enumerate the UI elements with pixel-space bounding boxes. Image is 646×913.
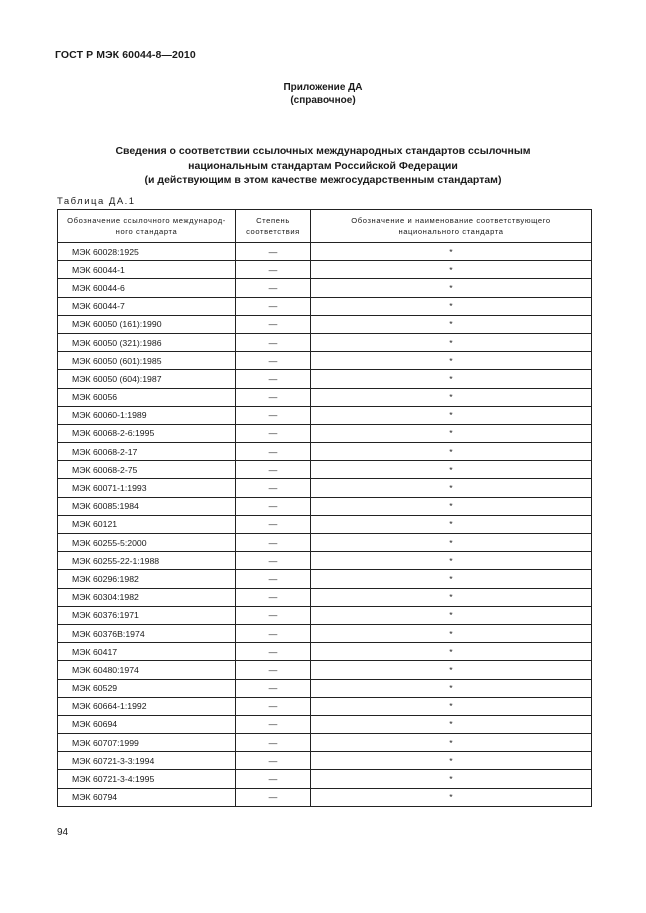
standard-cell: МЭК 60794 [58, 788, 236, 806]
table-row [58, 406, 592, 424]
degree-cell: — [236, 352, 311, 370]
national-standard-cell: * [311, 679, 592, 697]
national-standard-cell: * [311, 552, 592, 570]
table-row [58, 497, 592, 515]
degree-cell: — [236, 424, 311, 442]
standard-cell: МЭК 60050 (161):1990 [58, 315, 236, 333]
degree-cell: — [236, 406, 311, 424]
column-header-degree [236, 210, 311, 243]
degree-cell: — [236, 261, 311, 279]
degree-cell: — [236, 752, 311, 770]
table-row [58, 352, 592, 370]
standard-cell: МЭК 60376:1971 [58, 606, 236, 624]
table-row [58, 752, 592, 770]
national-standard-cell: * [311, 534, 592, 552]
document-code: ГОСТ Р МЭК 60044-8—2010 [55, 49, 196, 61]
degree-cell: — [236, 443, 311, 461]
national-standard-cell: * [311, 497, 592, 515]
national-standard-cell: * [311, 352, 592, 370]
standard-cell: МЭК 60050 (601):1985 [58, 352, 236, 370]
degree-cell: — [236, 534, 311, 552]
table-row [58, 588, 592, 606]
table-row [58, 661, 592, 679]
standard-cell: МЭК 60044-6 [58, 279, 236, 297]
national-standard-cell: * [311, 297, 592, 315]
standard-cell: МЭК 60121 [58, 515, 236, 533]
table-header-row [58, 210, 592, 243]
degree-cell: — [236, 588, 311, 606]
national-standard-cell: * [311, 734, 592, 752]
standard-cell: МЭК 60068-2-75 [58, 461, 236, 479]
heading-line-1: Сведения о соответствии ссылочных международных стандартов ссылочным [115, 145, 531, 157]
standard-cell: МЭК 60255-5:2000 [58, 534, 236, 552]
standard-cell: МЭК 60721-3-4:1995 [58, 770, 236, 788]
table-label: Таблица ДА.1 [57, 196, 136, 207]
standard-cell: МЭК 60060-1:1989 [58, 406, 236, 424]
national-standard-cell: * [311, 752, 592, 770]
national-standard-cell: * [311, 315, 592, 333]
table-row [58, 279, 592, 297]
table-row [58, 370, 592, 388]
degree-cell: — [236, 315, 311, 333]
table-row [58, 770, 592, 788]
column-header-text: Обозначение ссылочного международ- [67, 216, 226, 225]
table-row [58, 643, 592, 661]
national-standard-cell: * [311, 661, 592, 679]
table-row [58, 443, 592, 461]
degree-cell: — [236, 297, 311, 315]
national-standard-cell: * [311, 333, 592, 351]
standard-cell: МЭК 60296:1982 [58, 570, 236, 588]
annex-note: (справочное) [290, 95, 356, 106]
table-row [58, 424, 592, 442]
national-standard-cell: * [311, 279, 592, 297]
table-row [58, 788, 592, 806]
national-standard-cell: * [311, 606, 592, 624]
national-standard-cell: * [311, 697, 592, 715]
table-body [58, 243, 592, 807]
degree-cell: — [236, 788, 311, 806]
standard-cell: МЭК 60529 [58, 679, 236, 697]
column-header-international-standard [58, 210, 236, 243]
table-row [58, 697, 592, 715]
standard-cell: МЭК 60664-1:1992 [58, 697, 236, 715]
standard-cell: МЭК 60044-1 [58, 261, 236, 279]
degree-cell: — [236, 388, 311, 406]
degree-cell: — [236, 552, 311, 570]
national-standard-cell: * [311, 788, 592, 806]
degree-cell: — [236, 697, 311, 715]
standard-cell: МЭК 60050 (321):1986 [58, 333, 236, 351]
degree-cell: — [236, 461, 311, 479]
degree-cell: — [236, 661, 311, 679]
degree-cell: — [236, 679, 311, 697]
table-row [58, 715, 592, 733]
standard-cell: МЭК 60056 [58, 388, 236, 406]
standard-cell: МЭК 60480:1974 [58, 661, 236, 679]
degree-cell: — [236, 734, 311, 752]
national-standard-cell: * [311, 261, 592, 279]
table-row [58, 624, 592, 642]
table-row [58, 734, 592, 752]
table-row [58, 261, 592, 279]
degree-cell: — [236, 515, 311, 533]
standard-cell: МЭК 60050 (604):1987 [58, 370, 236, 388]
standard-cell: МЭК 60417 [58, 643, 236, 661]
degree-cell: — [236, 643, 311, 661]
national-standard-cell: * [311, 243, 592, 261]
column-header-text: соответствия [246, 227, 300, 236]
standard-cell: МЭК 60068-2-6:1995 [58, 424, 236, 442]
degree-cell: — [236, 479, 311, 497]
degree-cell: — [236, 243, 311, 261]
national-standard-cell: * [311, 515, 592, 533]
table-row [58, 461, 592, 479]
degree-cell: — [236, 570, 311, 588]
column-header-text: Степень [256, 216, 290, 225]
table-row [58, 243, 592, 261]
degree-cell: — [236, 606, 311, 624]
degree-cell: — [236, 279, 311, 297]
table-row [58, 333, 592, 351]
national-standard-cell: * [311, 624, 592, 642]
table-row [58, 606, 592, 624]
column-header-text: национального стандарта [398, 227, 504, 236]
annex-title: Приложение ДА [283, 82, 363, 93]
standard-cell: МЭК 60028:1925 [58, 243, 236, 261]
national-standard-cell: * [311, 715, 592, 733]
column-header-text: Обозначение и наименование соответствующего [351, 216, 551, 225]
national-standard-cell: * [311, 388, 592, 406]
correspondence-table [57, 209, 592, 807]
degree-cell: — [236, 770, 311, 788]
table-row [58, 679, 592, 697]
table-row [58, 515, 592, 533]
national-standard-cell: * [311, 588, 592, 606]
standard-cell: МЭК 60376В:1974 [58, 624, 236, 642]
standard-cell: МЭК 60255-22-1:1988 [58, 552, 236, 570]
national-standard-cell: * [311, 570, 592, 588]
degree-cell: — [236, 624, 311, 642]
table-row [58, 534, 592, 552]
standard-cell: МЭК 60044-7 [58, 297, 236, 315]
national-standard-cell: * [311, 370, 592, 388]
heading-line-2: национальным стандартам Российской Федерации [188, 159, 458, 172]
national-standard-cell: * [311, 424, 592, 442]
national-standard-cell: * [311, 479, 592, 497]
standard-cell: МЭК 60304:1982 [58, 588, 236, 606]
column-header-national-standard [311, 210, 592, 243]
table-row [58, 479, 592, 497]
table-row [58, 552, 592, 570]
national-standard-cell: * [311, 443, 592, 461]
table-row [58, 297, 592, 315]
table-row [58, 570, 592, 588]
national-standard-cell: * [311, 643, 592, 661]
table-row [58, 315, 592, 333]
national-standard-cell: * [311, 406, 592, 424]
standard-cell: МЭК 60694 [58, 715, 236, 733]
page-number: 94 [57, 827, 69, 838]
degree-cell: — [236, 715, 311, 733]
standard-cell: МЭК 60068-2-17 [58, 443, 236, 461]
heading-line-3: (и действующим в этом качестве межгосударственным стандартам) [144, 174, 502, 186]
standard-cell: МЭК 60071-1:1993 [58, 479, 236, 497]
standard-cell: МЭК 60085:1984 [58, 497, 236, 515]
national-standard-cell: * [311, 461, 592, 479]
degree-cell: — [236, 370, 311, 388]
table-row [58, 388, 592, 406]
column-header-text: ного стандарта [115, 227, 178, 236]
degree-cell: — [236, 497, 311, 515]
national-standard-cell: * [311, 770, 592, 788]
standard-cell: МЭК 60721-3-3:1994 [58, 752, 236, 770]
degree-cell: — [236, 333, 311, 351]
standard-cell: МЭК 60707:1999 [58, 734, 236, 752]
